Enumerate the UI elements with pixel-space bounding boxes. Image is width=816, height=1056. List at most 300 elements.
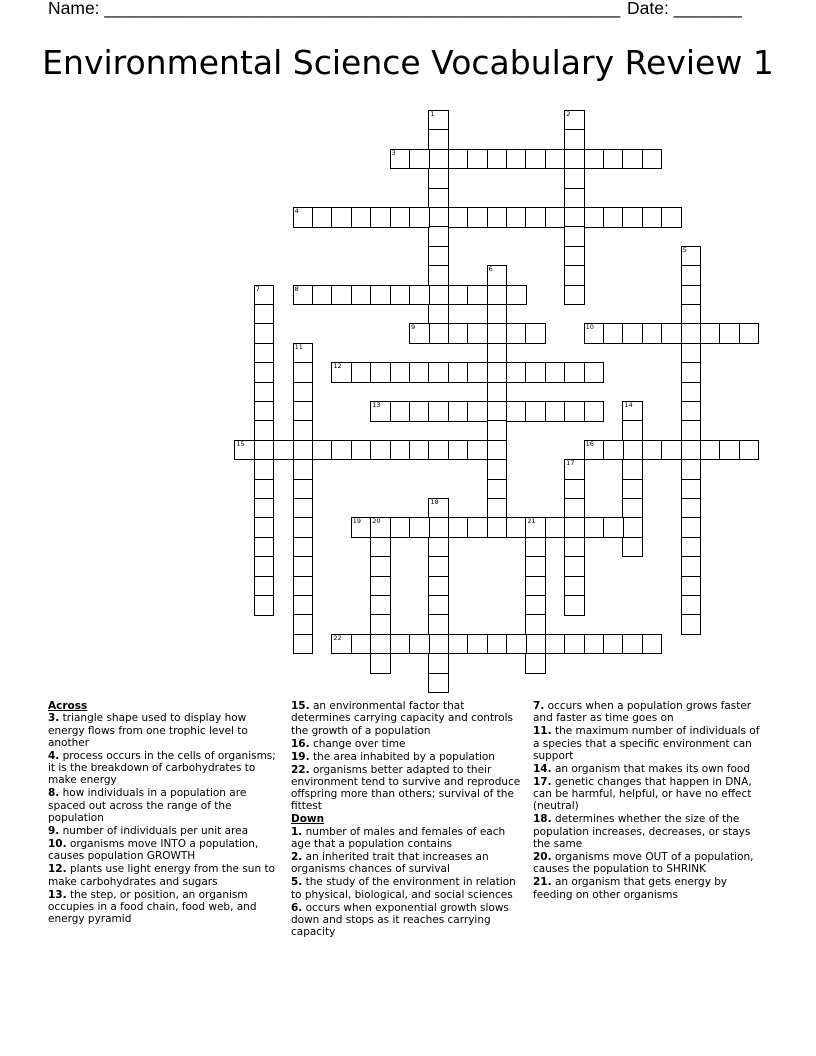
grid-cell[interactable] <box>564 265 585 286</box>
grid-cell[interactable] <box>428 362 449 383</box>
grid-cell[interactable] <box>681 556 702 577</box>
clue-item <box>533 725 769 762</box>
grid-cell[interactable] <box>661 440 682 461</box>
grid-cell[interactable] <box>448 207 469 228</box>
grid-cell[interactable] <box>564 149 585 170</box>
grid-cell[interactable] <box>467 440 488 461</box>
clue-item-text: organisms better adapted to their environment tend to survive and reproduce offspring more than others; survival of the fittest <box>291 763 521 813</box>
grid-cell[interactable] <box>564 362 585 383</box>
grid-cell[interactable] <box>254 285 275 306</box>
grid-cell[interactable] <box>370 207 391 228</box>
grid-cell[interactable] <box>564 207 585 228</box>
grid-cell[interactable] <box>564 517 585 538</box>
grid-cell[interactable] <box>681 401 702 422</box>
grid-cell[interactable] <box>564 556 585 577</box>
clue-item-number: 19. <box>291 750 310 763</box>
grid-cell[interactable] <box>525 595 546 616</box>
grid-cell[interactable] <box>312 285 333 306</box>
grid-cell[interactable] <box>254 556 275 577</box>
grid-cell[interactable] <box>428 323 449 344</box>
grid-cell[interactable] <box>370 401 391 422</box>
grid-cell[interactable] <box>642 440 663 461</box>
clue-item <box>48 889 284 926</box>
grid-cell[interactable] <box>584 440 605 461</box>
grid-cell[interactable] <box>487 498 508 519</box>
grid-cell[interactable] <box>681 362 702 383</box>
grid-cell[interactable] <box>467 362 488 383</box>
grid-cell[interactable] <box>428 440 449 461</box>
name-line[interactable]: _____________________________________________________ <box>104 0 621 18</box>
grid-cell[interactable] <box>487 285 508 306</box>
grid-cell[interactable] <box>390 634 411 655</box>
grid-cell[interactable] <box>370 576 391 597</box>
grid-cell[interactable] <box>293 479 314 500</box>
grid-cell[interactable] <box>681 479 702 500</box>
grid-cell[interactable] <box>428 149 449 170</box>
grid-cell[interactable] <box>331 285 352 306</box>
grid-cell[interactable] <box>681 576 702 597</box>
grid-cell[interactable] <box>467 285 488 306</box>
grid-cell[interactable] <box>467 517 488 538</box>
clue-number: 9 <box>411 323 416 332</box>
clue-item-number: 20. <box>533 851 552 863</box>
grid-cell[interactable] <box>564 595 585 616</box>
grid-cell[interactable] <box>254 420 275 441</box>
grid-cell[interactable] <box>681 498 702 519</box>
clue-number: 4 <box>294 207 299 215</box>
grid-cell[interactable] <box>467 323 488 344</box>
clue-item-number: 16. <box>291 737 310 750</box>
grid-cell[interactable] <box>370 285 391 306</box>
clue-item-number: 14. <box>533 762 552 775</box>
page-title: Environmental Science Vocabulary Review 1 <box>42 43 774 82</box>
grid-cell[interactable] <box>254 401 275 422</box>
grid-cell[interactable] <box>448 323 469 344</box>
clue-item-number: 7. <box>533 700 545 712</box>
clue-item-number: 10. <box>48 838 67 851</box>
grid-cell[interactable] <box>642 634 663 655</box>
grid-cell[interactable] <box>293 285 314 306</box>
grid-cell[interactable] <box>293 362 314 383</box>
grid-cell[interactable] <box>525 576 546 597</box>
grid-cell[interactable] <box>409 323 430 344</box>
clue-item-text: an environmental factor that determines carrying capacity and controls the growth of a population <box>291 700 513 737</box>
grid-cell[interactable] <box>370 653 391 674</box>
grid-cell[interactable] <box>739 323 760 344</box>
grid-cell[interactable] <box>428 614 449 635</box>
grid-cell[interactable] <box>370 362 391 383</box>
grid-cell[interactable] <box>428 634 449 655</box>
grid-cell[interactable] <box>331 634 352 655</box>
grid-cell[interactable] <box>467 401 488 422</box>
grid-cell[interactable] <box>622 207 643 228</box>
grid-cell[interactable] <box>506 634 527 655</box>
grid-cell[interactable] <box>428 129 449 150</box>
grid-cell[interactable] <box>681 323 702 344</box>
clue-number: 2 <box>566 110 571 118</box>
clue-item-text: the step, or position, an organism occupies in a food chain, food web, and energy pyramid <box>48 888 257 926</box>
grid-cell[interactable] <box>564 498 585 519</box>
grid-cell[interactable] <box>525 401 546 422</box>
grid-cell[interactable] <box>564 246 585 267</box>
grid-cell[interactable] <box>428 285 449 306</box>
grid-cell[interactable] <box>428 673 449 694</box>
grid-cell[interactable] <box>254 343 275 364</box>
grid-cell[interactable] <box>564 634 585 655</box>
grid-cell[interactable] <box>293 207 314 228</box>
grid-cell[interactable] <box>525 653 546 674</box>
grid-cell[interactable] <box>428 401 449 422</box>
grid-cell[interactable] <box>622 401 643 422</box>
clue-item <box>48 787 284 824</box>
clue-item-number: 18. <box>533 813 552 826</box>
grid-cell[interactable] <box>506 401 527 422</box>
grid-cell[interactable] <box>428 168 449 189</box>
grid-cell[interactable] <box>681 517 702 538</box>
clue-item-number: 5. <box>291 876 303 889</box>
grid-cell[interactable] <box>622 498 643 519</box>
grid-cell[interactable] <box>390 401 411 422</box>
grid-cell[interactable] <box>254 440 275 461</box>
clue-item <box>291 700 527 737</box>
date-line[interactable]: _______ <box>673 0 742 18</box>
grid-cell[interactable] <box>428 265 449 286</box>
grid-cell[interactable] <box>506 285 527 306</box>
grid-cell[interactable] <box>448 285 469 306</box>
grid-cell[interactable] <box>545 517 566 538</box>
grid-cell[interactable] <box>293 498 314 519</box>
grid-cell[interactable] <box>428 556 449 577</box>
grid-cell[interactable] <box>622 537 643 558</box>
grid-cell[interactable] <box>254 362 275 383</box>
grid-cell[interactable] <box>351 362 372 383</box>
grid-cell[interactable] <box>487 304 508 325</box>
grid-cell[interactable] <box>506 362 527 383</box>
grid-cell[interactable] <box>448 517 469 538</box>
grid-cell[interactable] <box>584 149 605 170</box>
grid-cell[interactable] <box>409 207 430 228</box>
grid-cell[interactable] <box>370 537 391 558</box>
grid-cell[interactable] <box>487 362 508 383</box>
grid-cell[interactable] <box>681 285 702 306</box>
grid-cell[interactable] <box>370 440 391 461</box>
grid-cell[interactable] <box>603 517 624 538</box>
grid-cell[interactable] <box>545 362 566 383</box>
grid-cell[interactable] <box>428 188 449 209</box>
clue-item <box>533 876 769 901</box>
grid-cell[interactable] <box>584 517 605 538</box>
grid-cell[interactable] <box>428 207 449 228</box>
grid-cell[interactable] <box>681 595 702 616</box>
clue-item-text: how individuals in a population are spaced out across the range of the population <box>48 787 247 825</box>
grid-cell[interactable] <box>487 634 508 655</box>
grid-cell[interactable] <box>409 362 430 383</box>
grid-cell[interactable] <box>293 614 314 635</box>
grid-cell[interactable] <box>254 517 275 538</box>
grid-cell[interactable] <box>525 556 546 577</box>
grid-cell[interactable] <box>545 401 566 422</box>
grid-cell[interactable] <box>603 149 624 170</box>
grid-cell[interactable] <box>428 595 449 616</box>
grid-cell[interactable] <box>331 207 352 228</box>
grid-cell[interactable] <box>545 634 566 655</box>
clue-item <box>48 825 284 837</box>
grid-cell[interactable] <box>506 207 527 228</box>
grid-cell[interactable] <box>448 440 469 461</box>
grid-cell[interactable] <box>293 440 314 461</box>
grid-cell[interactable] <box>293 401 314 422</box>
grid-cell[interactable] <box>254 537 275 558</box>
grid-cell[interactable] <box>351 634 372 655</box>
clue-column-2 <box>291 700 527 939</box>
grid-cell[interactable] <box>525 614 546 635</box>
grid-cell[interactable] <box>719 440 740 461</box>
grid-cell[interactable] <box>331 362 352 383</box>
grid-cell[interactable] <box>487 459 508 480</box>
grid-cell[interactable] <box>603 634 624 655</box>
grid-cell[interactable] <box>622 149 643 170</box>
grid-cell[interactable] <box>564 129 585 150</box>
clue-number: 20 <box>372 517 381 526</box>
grid-cell[interactable] <box>487 420 508 441</box>
grid-cell[interactable] <box>681 440 702 461</box>
grid-cell[interactable] <box>622 420 643 441</box>
grid-cell[interactable] <box>254 498 275 519</box>
grid-cell[interactable] <box>487 382 508 403</box>
grid-cell[interactable] <box>409 440 430 461</box>
grid-cell[interactable] <box>642 323 663 344</box>
grid-cell[interactable] <box>428 110 449 131</box>
grid-cell[interactable] <box>448 634 469 655</box>
grid-cell[interactable] <box>719 323 740 344</box>
grid-cell[interactable] <box>428 517 449 538</box>
grid-cell[interactable] <box>622 517 643 538</box>
grid-cell[interactable] <box>584 401 605 422</box>
grid-cell[interactable] <box>487 517 508 538</box>
grid-cell[interactable] <box>622 634 643 655</box>
grid-cell[interactable] <box>487 343 508 364</box>
grid-cell[interactable] <box>370 556 391 577</box>
grid-cell[interactable] <box>409 285 430 306</box>
grid-cell[interactable] <box>428 226 449 247</box>
grid-cell[interactable] <box>564 479 585 500</box>
clue-item-text: number of males and females of each age that a population contains <box>291 825 506 851</box>
grid-cell[interactable] <box>564 226 585 247</box>
grid-cell[interactable] <box>622 479 643 500</box>
grid-cell[interactable] <box>409 149 430 170</box>
grid-cell[interactable] <box>293 634 314 655</box>
grid-cell[interactable] <box>661 323 682 344</box>
grid-cell[interactable] <box>390 149 411 170</box>
grid-cell[interactable] <box>622 440 643 461</box>
grid-cell[interactable] <box>390 285 411 306</box>
grid-cell[interactable] <box>564 576 585 597</box>
grid-cell[interactable] <box>390 440 411 461</box>
grid-cell[interactable] <box>603 323 624 344</box>
grid-cell[interactable] <box>681 614 702 635</box>
grid-cell[interactable] <box>487 149 508 170</box>
grid-cell[interactable] <box>293 595 314 616</box>
clue-number: 12 <box>333 362 342 371</box>
grid-cell[interactable] <box>564 110 585 131</box>
grid-cell[interactable] <box>428 576 449 597</box>
date-label: Date: <box>627 0 674 18</box>
grid-cell[interactable] <box>409 517 430 538</box>
grid-cell[interactable] <box>642 149 663 170</box>
grid-cell[interactable] <box>525 323 546 344</box>
clue-item <box>48 863 284 888</box>
grid-cell[interactable] <box>525 362 546 383</box>
grid-cell[interactable] <box>254 479 275 500</box>
grid-cell[interactable] <box>584 323 605 344</box>
grid-cell[interactable] <box>681 420 702 441</box>
grid-cell[interactable] <box>467 207 488 228</box>
grid-cell[interactable] <box>603 207 624 228</box>
grid-cell[interactable] <box>448 362 469 383</box>
clue-number: 16 <box>585 439 594 448</box>
grid-cell[interactable] <box>506 149 527 170</box>
grid-cell[interactable] <box>370 614 391 635</box>
clue-item-text: an inherited trait that increases an organisms chances of survival <box>291 851 489 876</box>
grid-cell[interactable] <box>564 285 585 306</box>
grid-cell[interactable] <box>487 323 508 344</box>
grid-cell[interactable] <box>293 537 314 558</box>
grid-cell[interactable] <box>700 323 721 344</box>
grid-cell[interactable] <box>370 634 391 655</box>
clue-item-text: an organism that gets energy by feeding on other organisms <box>533 876 728 901</box>
grid-cell[interactable] <box>351 285 372 306</box>
grid-cell[interactable] <box>293 382 314 403</box>
clue-item-text: organisms move OUT of a population, causes the population to SHRINK <box>533 851 754 876</box>
clue-item-text: number of individuals per unit area <box>59 825 249 838</box>
grid-cell[interactable] <box>564 188 585 209</box>
grid-cell[interactable] <box>390 362 411 383</box>
grid-cell[interactable] <box>370 517 391 538</box>
grid-cell[interactable] <box>293 576 314 597</box>
grid-cell[interactable] <box>293 517 314 538</box>
grid-cell[interactable] <box>234 440 255 461</box>
clue-number: 11 <box>294 342 303 351</box>
grid-cell[interactable] <box>700 440 721 461</box>
grid-cell[interactable] <box>525 537 546 558</box>
grid-cell[interactable] <box>409 401 430 422</box>
clue-item-text: occurs when exponential growth slows down and stops as it reaches carrying capacity <box>291 901 509 939</box>
clue-item-number: 9. <box>48 825 60 838</box>
grid-cell[interactable] <box>254 382 275 403</box>
clue-item <box>533 813 769 850</box>
grid-cell[interactable] <box>254 576 275 597</box>
clue-item-number: 2. <box>291 851 303 863</box>
clue-item-number: 22. <box>291 763 310 776</box>
grid-cell[interactable] <box>681 304 702 325</box>
grid-cell[interactable] <box>622 323 643 344</box>
grid-cell[interactable] <box>525 517 546 538</box>
grid-cell[interactable] <box>525 634 546 655</box>
clue-item <box>291 902 527 939</box>
grid-cell[interactable] <box>564 168 585 189</box>
clue-number: 21 <box>527 517 536 526</box>
grid-cell[interactable] <box>584 362 605 383</box>
grid-cell[interactable] <box>681 537 702 558</box>
clue-item-number: 4. <box>48 749 60 762</box>
grid-cell[interactable] <box>681 265 702 286</box>
grid-cell[interactable] <box>681 343 702 364</box>
grid-cell[interactable] <box>448 401 469 422</box>
clue-item-text: process occurs in the cells of organisms; it is the breakdown of carbohydrates to make energy <box>48 749 276 787</box>
grid-cell[interactable] <box>293 343 314 364</box>
grid-cell[interactable] <box>487 479 508 500</box>
grid-cell[interactable] <box>351 440 372 461</box>
clue-column-1 <box>48 700 284 926</box>
clue-number: 8 <box>294 284 299 293</box>
clue-item <box>291 851 527 876</box>
grid-cell[interactable] <box>254 304 275 325</box>
grid-cell[interactable] <box>254 595 275 616</box>
grid-cell[interactable] <box>428 653 449 674</box>
grid-cell[interactable] <box>506 517 527 538</box>
grid-cell[interactable] <box>409 634 430 655</box>
grid-cell[interactable] <box>428 537 449 558</box>
grid-cell[interactable] <box>487 207 508 228</box>
grid-cell[interactable] <box>428 304 449 325</box>
grid-cell[interactable] <box>584 634 605 655</box>
grid-cell[interactable] <box>428 246 449 267</box>
grid-cell[interactable] <box>525 149 546 170</box>
grid-cell[interactable] <box>487 440 508 461</box>
grid-cell[interactable] <box>545 207 566 228</box>
grid-cell[interactable] <box>564 537 585 558</box>
grid-cell[interactable] <box>351 207 372 228</box>
clue-number: 5 <box>682 245 687 254</box>
grid-cell[interactable] <box>273 440 294 461</box>
grid-cell[interactable] <box>312 440 333 461</box>
grid-cell[interactable] <box>448 149 469 170</box>
grid-cell[interactable] <box>584 207 605 228</box>
grid-cell[interactable] <box>390 207 411 228</box>
grid-cell[interactable] <box>428 498 449 519</box>
grid-cell[interactable] <box>293 556 314 577</box>
clue-number: 14 <box>624 401 633 409</box>
grid-cell[interactable] <box>564 459 585 480</box>
grid-cell[interactable] <box>642 207 663 228</box>
grid-cell[interactable] <box>681 382 702 403</box>
grid-cell[interactable] <box>293 459 314 480</box>
grid-cell[interactable] <box>487 265 508 286</box>
grid-cell[interactable] <box>351 517 372 538</box>
grid-cell[interactable] <box>370 595 391 616</box>
grid-cell[interactable] <box>506 323 527 344</box>
grid-cell[interactable] <box>254 459 275 480</box>
grid-cell[interactable] <box>564 401 585 422</box>
grid-cell[interactable] <box>293 420 314 441</box>
grid-cell[interactable] <box>603 440 624 461</box>
grid-cell[interactable] <box>467 149 488 170</box>
grid-cell[interactable] <box>622 459 643 480</box>
grid-cell[interactable] <box>681 459 702 480</box>
clue-item-text: determines whether the size of the population increases, decreases, or stays the same <box>533 813 751 851</box>
grid-cell[interactable] <box>467 634 488 655</box>
grid-cell[interactable] <box>681 246 702 267</box>
grid-cell[interactable] <box>661 207 682 228</box>
grid-cell[interactable] <box>254 323 275 344</box>
grid-cell[interactable] <box>487 401 508 422</box>
grid-cell[interactable] <box>739 440 760 461</box>
grid-cell[interactable] <box>331 440 352 461</box>
grid-cell[interactable] <box>312 207 333 228</box>
grid-cell[interactable] <box>545 149 566 170</box>
grid-cell[interactable] <box>390 517 411 538</box>
grid-cell[interactable] <box>525 207 546 228</box>
